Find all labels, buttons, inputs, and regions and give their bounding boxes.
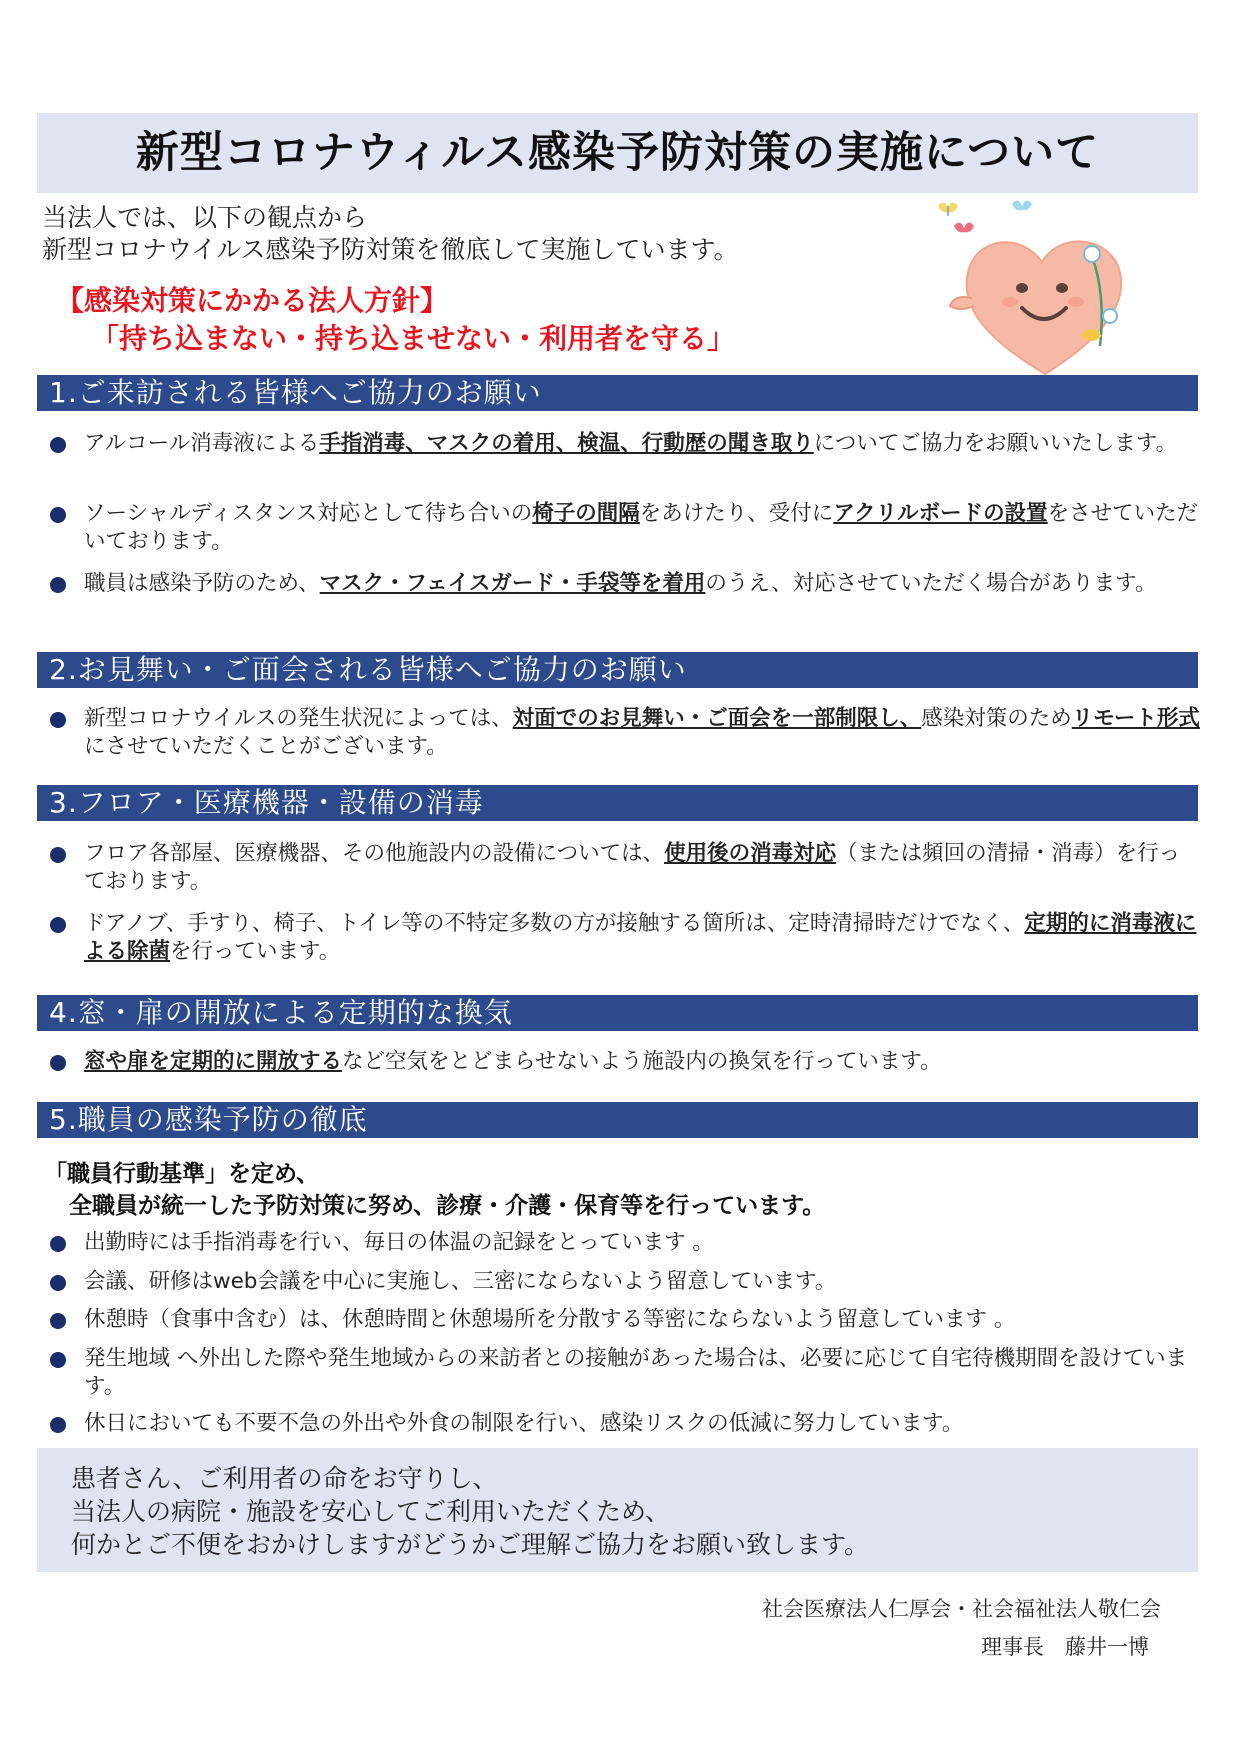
list-item: 休日においても不要不急の外出や外食の制限を行い、感染リスクの低減に努力しています。: [50, 1410, 1200, 1438]
list-item: 会議、研修はweb会議を中心に実施し、三密にならないよう留意しています。: [50, 1268, 1200, 1296]
closing-line-1: 患者さん、ご利用者の命をお守りし、: [71, 1464, 498, 1493]
policy-statement: [56, 282, 735, 358]
section-heading-5: 5.職員の感染予防の徹底: [37, 1102, 1198, 1138]
title-band: [37, 113, 1198, 193]
intro-text: [42, 202, 739, 266]
section-heading-1: 1.ご来訪される皆様へご協力のお願い: [37, 375, 1198, 411]
bullet-icon: [50, 577, 66, 593]
section-heading-4: 4.窓・扉の開放による定期的な換気: [37, 995, 1198, 1031]
list-item: ドアノブ、手すり、椅子、トイレ等の不特定多数の方が接触する箇所は、定時清掃時だけでなく、定期的に消毒液による除菌を行っています。: [50, 910, 1200, 966]
staff-standard: [44, 1158, 825, 1222]
signature-organization: 社会医療法人仁厚会・社会福祉法人敬仁会: [762, 1597, 1161, 1621]
bullet-icon: [50, 507, 66, 523]
list-item: 窓や扉を定期的に開放するなど空気をとどまらせないよう施設内の換気を行っています。: [50, 1048, 1200, 1076]
bullet-icon: [50, 712, 66, 728]
list-item: 発生地域 へ外出した際や発生地域からの来訪者との接触があった場合は、必要に応じて自宅待機期間を設けています。: [50, 1345, 1200, 1401]
bullet-icon: [50, 1275, 66, 1291]
bullet-icon: [50, 917, 66, 933]
butterfly-icon: [954, 222, 974, 232]
bullet-icon: [50, 847, 66, 863]
list-item: ソーシャルディスタンス対応として待ち合いの椅子の間隔をあけたり、受付にアクリルボードの設置をさせていただいております。: [50, 500, 1200, 556]
signature-name: 理事長 藤井一博: [981, 1635, 1149, 1659]
bullet-icon: [50, 1236, 66, 1252]
list-item: 休憩時（食事中含む）は、休憩時間と休憩場所を分散する等密にならないよう留意しています 。: [50, 1306, 1200, 1334]
bullet-icon: [50, 1352, 66, 1368]
closing-line-2: 当法人の病院・施設を安心してご利用いただくため、: [71, 1497, 671, 1526]
section-heading-3: 3.フロア・医療機器・設備の消毒: [37, 785, 1198, 821]
bullet-icon: [50, 1417, 66, 1433]
list-item: フロア各部屋、医療機器、その他施設内の設備については、使用後の消毒対応（または頻回の清掃・消毒）を行っております。: [50, 840, 1200, 896]
list-item: 職員は感染予防のため、マスク・フェイスガード・手袋等を着用のうえ、対応させていただく場合があります。: [50, 570, 1200, 598]
heart-mascot-illustration: [930, 196, 1160, 391]
list-item: 出勤時には手指消毒を行い、毎日の体温の記録をとっています 。: [50, 1229, 1200, 1257]
section-heading-2: 2.お見舞い・ご面会される皆様へご協力のお願い: [37, 652, 1198, 688]
staff-standard-line-1: 「職員行動基準」を定め、: [44, 1161, 320, 1187]
page-title: 新型コロナウィルス感染予防対策の実施について: [135, 128, 1100, 178]
bullet-icon: [50, 437, 66, 453]
closing-message-band: [37, 1448, 1198, 1572]
bullet-icon: [50, 1313, 66, 1329]
policy-slogan: 「持ち込まない・持ち込ませない・利用者を守る」: [91, 322, 736, 355]
staff-standard-line-2: 全職員が統一した予防対策に努め、診療・介護・保育等を行っています。: [69, 1193, 826, 1219]
intro-line-2: 新型コロナウイルス感染予防対策を徹底して実施しています。: [42, 235, 739, 264]
intro-line-1: 当法人では、以下の観点から: [42, 203, 368, 232]
butterfly-icon: [1012, 200, 1032, 210]
list-item: 新型コロナウイルスの発生状況によっては、対面でのお見舞い・ご面会を一部制限し、感染対策のためリモート形式にさせていただくことがございます。: [50, 705, 1200, 761]
closing-line-3: 何かとご不便をおかけしますがどうかご理解ご協力をお願い致します。: [71, 1530, 870, 1559]
bullet-icon: [50, 1055, 66, 1071]
butterfly-icon: [938, 202, 958, 216]
policy-heading: 【感染対策にかかる法人方針】: [56, 284, 449, 317]
list-item: アルコール消毒液による手指消毒、マスクの着用、検温、行動歴の聞き取りについてご協力をお願いいたします。: [50, 430, 1200, 458]
